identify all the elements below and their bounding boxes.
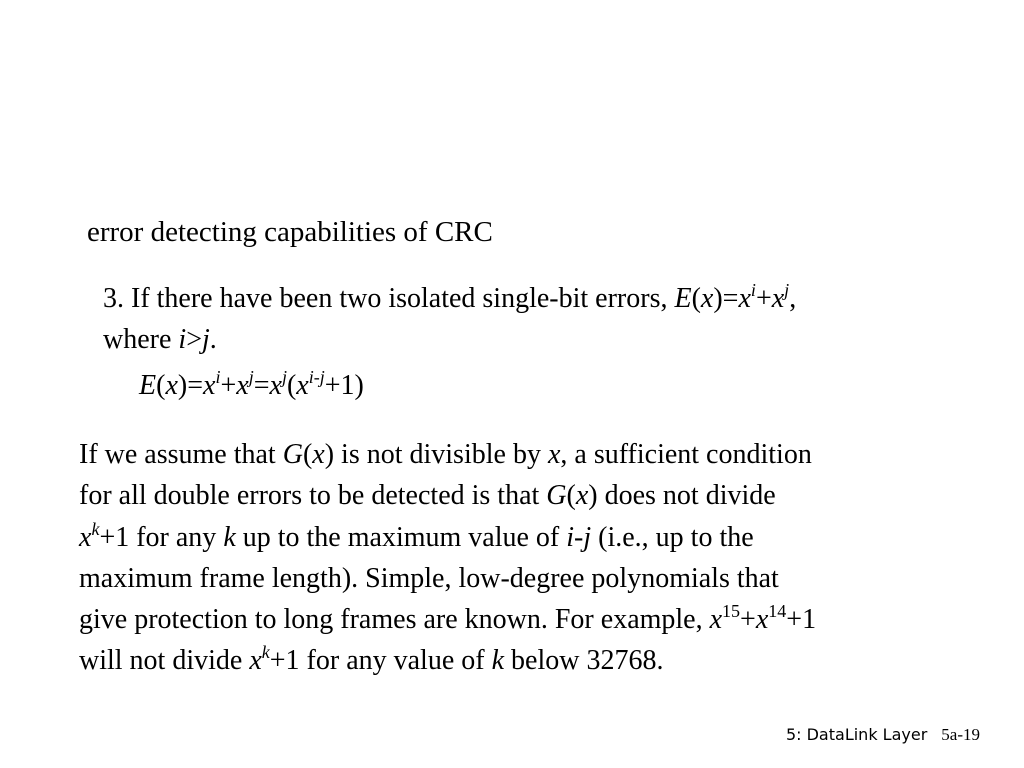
exponent-k: k: [261, 642, 270, 663]
para-text: does not divide: [597, 480, 776, 512]
var-x: x: [771, 283, 785, 314]
var-k: k: [491, 645, 505, 677]
var-x: x: [709, 604, 723, 636]
generator-G: G: [546, 480, 567, 512]
exponent-j: j: [784, 280, 790, 300]
para-text: for all double errors to be detected is that: [79, 480, 547, 512]
point-3-line-2: [103, 319, 983, 360]
var-i: i: [178, 324, 187, 355]
explanation-paragraph: [79, 434, 999, 682]
para-text: , a sufficient condition: [560, 439, 812, 470]
period: .: [209, 324, 217, 355]
eq-x: x: [203, 370, 216, 401]
var-x: x: [249, 645, 262, 677]
var-x: x: [575, 480, 589, 512]
var-j: j: [201, 324, 210, 355]
para-line-2: for all double errors to be detected is that G(x) does not divide: [79, 480, 776, 512]
point-3-where: where: [103, 324, 179, 355]
var-k: k: [223, 521, 236, 553]
eq-x: x: [269, 370, 282, 401]
para-line-1: If we assume that G(x) is not divisible by x, a sufficient condition: [79, 439, 812, 470]
para-text: +1 for any value of: [269, 645, 492, 677]
para-text: (i.e., up to the: [591, 521, 754, 553]
eq-tail: +1): [324, 370, 364, 401]
slide-heading: error detecting capabilities of CRC: [87, 216, 493, 248]
eq-exponent-j: j: [248, 367, 254, 387]
eq-E: E: [139, 370, 157, 401]
eq-exponent-i: i: [215, 367, 221, 387]
para-line-3: [79, 517, 999, 558]
para-text: below 32768.: [504, 645, 664, 677]
para-line-4: maximum frame length). Simple, low-degree polynomials that: [79, 562, 779, 594]
para-text: will not divide: [79, 645, 250, 677]
eq-x: x: [165, 370, 178, 401]
var-i-minus-j: i-j: [566, 521, 592, 553]
exponent-k: k: [91, 518, 100, 539]
exponent-14: 14: [768, 601, 787, 622]
var-x: x: [547, 439, 561, 470]
para-line-6: [79, 640, 999, 681]
footer-page-number: 5a-19: [941, 725, 980, 744]
para-text: give protection to long frames are known. For example,: [79, 604, 710, 636]
para-text: +1: [786, 604, 817, 636]
eq-exponent-i-minus-j: i-j: [308, 367, 325, 387]
exponent-15: 15: [722, 601, 741, 622]
para-text: is not divisible by: [334, 439, 548, 470]
gt-sign: >: [186, 324, 202, 355]
var-x: x: [312, 439, 325, 470]
eq-x: x: [236, 370, 249, 401]
var-x: x: [738, 283, 751, 314]
point-3-intro: 3. If there have been two isolated single-bit errors,: [103, 283, 675, 314]
point-3-text: [103, 278, 983, 360]
para-text: +1 for any: [99, 521, 224, 553]
point-3-line-1: 3. If there have been two isolated single-bit errors, $E(x)=x^i+x^j$,: [103, 280, 797, 314]
slide-footer: [786, 723, 980, 747]
eq-x: x: [296, 370, 309, 401]
var-x: x: [700, 283, 714, 314]
footer-chapter-label: 5: DataLink Layer: [785, 725, 928, 744]
generator-G: G: [282, 439, 303, 470]
para-line-5: give protection to long frames are known. For example, $x^{15}+x^{14}+1$: [79, 601, 817, 636]
para-text: up to the maximum value of: [235, 521, 567, 553]
var-x: x: [755, 604, 769, 636]
var-x: x: [79, 521, 92, 553]
error-poly-E: E: [674, 283, 692, 314]
eq-exponent-j: j: [281, 367, 287, 387]
exponent-i: i: [750, 280, 756, 300]
factored-equation: $E(x)=x^i+x^j=x^j(x^{i-j}+1)$: [139, 367, 364, 401]
para-text: If we assume that: [79, 439, 283, 470]
